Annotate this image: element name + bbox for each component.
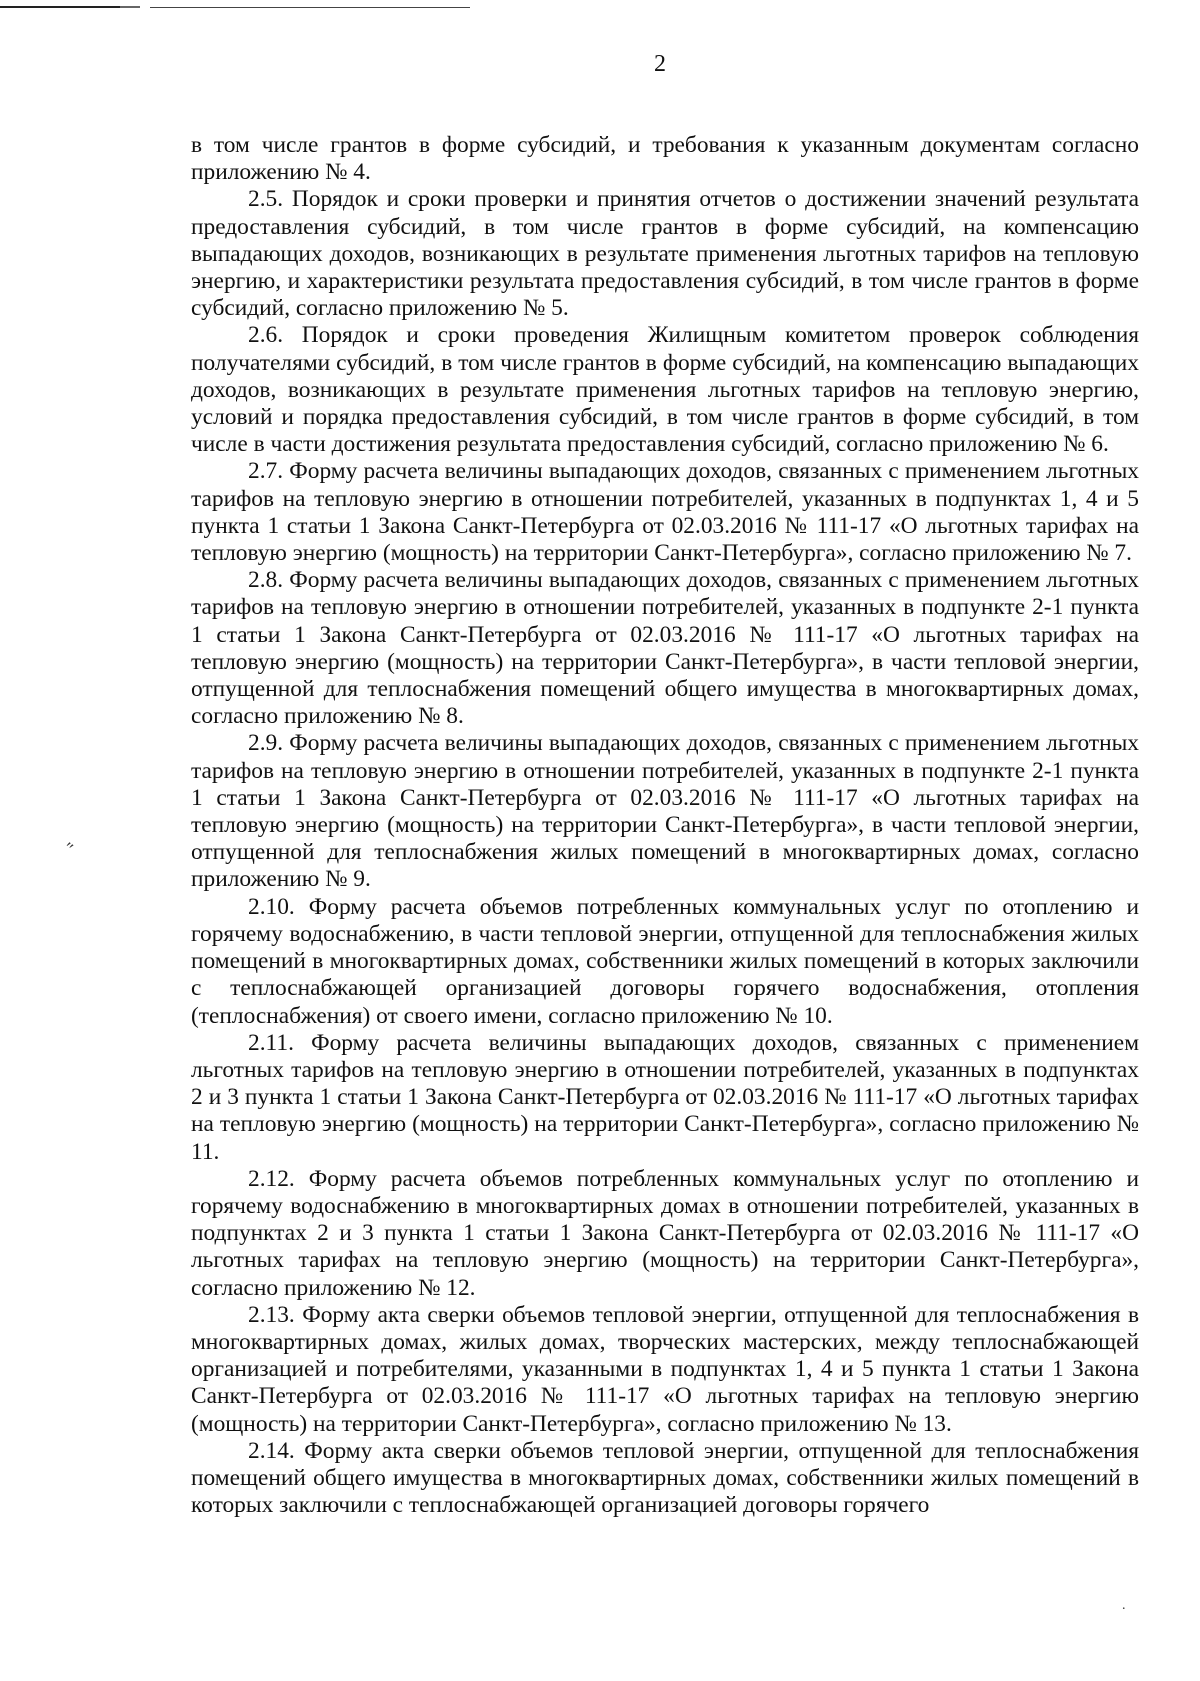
scan-artifact-line [0, 6, 120, 8]
paragraph-2-5: 2.5. Порядок и сроки проверки и принятия отчетов о достижении значений результата предоставления субсидий, в том числе грантов в форме субсидий, на компенсацию выпадающих доходов, возникающих в результате применения льготных тарифов на тепловую энергию, и характеристики результата предоставления субсидий, в том числе грантов в форме субсидий, согласно приложению № 5. [191, 186, 1139, 322]
page-number: 2 [654, 51, 666, 77]
paragraph-2-10: 2.10. Форму расчета объемов потребленных коммунальных услуг по отоплению и горячему водоснабжению, в части тепловой энергии, отпущенной для теплоснабжения жилых помещений в многоквартирных домах, собственники жилых помещений в которых заключили с теплоснабжающей организацией договоры горячего водоснабжения, отопления (теплоснабжения) от своего имени, согласно приложению № 10. [191, 893, 1139, 1029]
scan-artifact-line [120, 6, 140, 8]
paragraph-2-14: 2.14. Форму акта сверки объемов тепловой энергии, отпущенной для теплоснабжения помещений общего имущества в многоквартирных домах, собственники жилых помещений в которых заключили с теплоснабжающей организацией договоры горячего [191, 1437, 1139, 1519]
document-body [191, 132, 1139, 1519]
paragraph-2-11: 2.11. Форму расчета величины выпадающих доходов, связанных с применением льготных тарифов на тепловую энергию в отношении потребителей, указанных в подпунктах 2 и 3 пункта 1 статьи 1 Закона Санкт-Петербурга от 02.03.2016 № 111-17 «О льготных тарифах на тепловую энергию (мощность) на территории Санкт-Петербурга», согласно приложению № 11. [191, 1029, 1139, 1165]
scan-artifact-line [150, 7, 470, 8]
paragraph-2-9: 2.9. Форму расчета величины выпадающих доходов, связанных с применением льготных тарифов на тепловую энергию в отношении потребителей, указанных в подпункте 2-1 пункта 1 статьи 1 Закона Санкт-Петербурга от 02.03.2016 № 111-17 «О льготных тарифах на тепловую энергию (мощность) на территории Санкт-Петербурга», в части тепловой энергии, отпущенной для теплоснабжения жилых помещений в многоквартирных домах, согласно приложению № 9. [191, 730, 1139, 893]
paragraph-2-7: 2.7. Форму расчета величины выпадающих доходов, связанных с применением льготных тарифов на тепловую энергию в отношении потребителей, указанных в подпунктах 1, 4 и 5 пункта 1 статьи 1 Закона Санкт-Петербурга от 02.03.2016 № 111-17 «О льготных тарифах на тепловую энергию (мощность) на территории Санкт-Петербурга», согласно приложению № 7. [191, 458, 1139, 567]
paragraph-continuation: в том числе грантов в форме субсидий, и требования к указанным документам согласно приложению № 4. [191, 132, 1139, 186]
scan-artifact-mark: ʺ [59, 838, 77, 859]
scan-artifact-mark: . [1122, 1598, 1126, 1613]
paragraph-2-13: 2.13. Форму акта сверки объемов тепловой энергии, отпущенной для теплоснабжения в многоквартирных домах, жилых домах, творческих мастерских, между теплоснабжающей организацией и потребителями, указанными в подпунктах 1, 4 и 5 пункта 1 статьи 1 Закона Санкт-Петербурга от 02.03.2016 № 111-17 «О льготных тарифах на тепловую энергию (мощность) на территории Санкт-Петербурга», согласно приложению № 13. [191, 1301, 1139, 1437]
paragraph-2-6: 2.6. Порядок и сроки проведения Жилищным комитетом проверок соблюдения получателями субсидий, в том числе грантов в форме субсидий, на компенсацию выпадающих доходов, возникающих в результате применения льготных тарифов на тепловую энергию, условий и порядка предоставления субсидий, в том числе грантов в форме субсидий, в том числе в части достижения результата предоставления субсидий, согласно приложению № 6. [191, 322, 1139, 458]
paragraph-2-8: 2.8. Форму расчета величины выпадающих доходов, связанных с применением льготных тарифов на тепловую энергию в отношении потребителей, указанных в подпункте 2-1 пункта 1 статьи 1 Закона Санкт-Петербурга от 02.03.2016 № 111-17 «О льготных тарифах на тепловую энергию (мощность) на территории Санкт-Петербурга», в части тепловой энергии, отпущенной для теплоснабжения помещений общего имущества в многоквартирных домах, согласно приложению № 8. [191, 567, 1139, 730]
paragraph-2-12: 2.12. Форму расчета объемов потребленных коммунальных услуг по отоплению и горячему водоснабжению в многоквартирных домах в отношении потребителей, указанных в подпунктах 2 и 3 пункта 1 статьи 1 Закона Санкт-Петербурга от 02.03.2016 № 111-17 «О льготных тарифах на тепловую энергию (мощность) на территории Санкт-Петербурга», согласно приложению № 12. [191, 1165, 1139, 1301]
